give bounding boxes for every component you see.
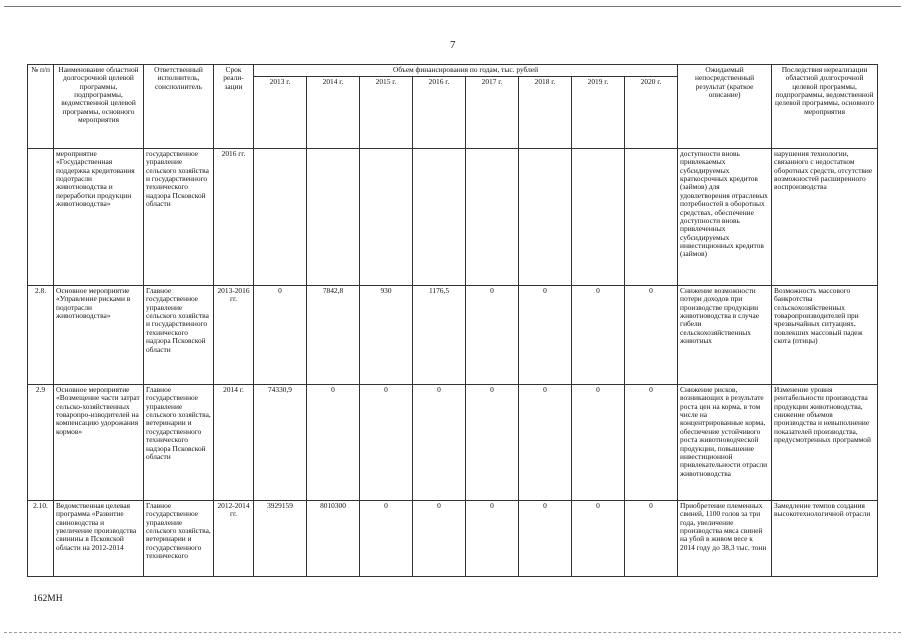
row-value: 7842,8 — [307, 286, 360, 385]
row-executor: Главное государственное управление сельского хозяйства, ветеринарии и государственного технического — [144, 501, 214, 577]
header-expected-result: Ожидаемый непосредственный результат (краткое описание) — [678, 65, 772, 149]
row-value: 0 — [625, 501, 678, 577]
row-program-name: мероприятие «Государственная поддержка кредитования подотрасли животноводства и переработки продукции животноводства» — [54, 149, 144, 286]
row-value: 3929159 — [254, 501, 307, 577]
header-num: № п/п — [28, 65, 54, 149]
header-program-name: Наименование областной долгосрочной целевой программы, подпрограммы, ведомственной целевой программы, основного мероприятия — [54, 65, 144, 149]
row-expected-result: доступности вновь привлекаемых субсидируемых краткосрочных кредитов (займов) для удовлетворения отраслевых потребностей в оборотных средствах, обеспечение доступности вновь привлеченных субсидируемых инвестиционных кредитов (займов) — [678, 149, 772, 286]
row-value: 0 — [572, 385, 625, 501]
header-year: 2014 г. — [307, 77, 360, 149]
row-value: 0 — [572, 286, 625, 385]
document-code: 162МН — [33, 594, 63, 604]
row-value: 0 — [413, 385, 466, 501]
header-year: 2017 г. — [466, 77, 519, 149]
table-row — [28, 501, 878, 577]
row-executor: государственное управление сельского хозяйства и государственного технического надзора Псковской области — [144, 149, 214, 286]
header-consequences: Последствия нереализации областной долгосрочной целевой программы, подпрограммы, ведомственной целевой программы, основного мероприятия — [772, 65, 878, 149]
row-value: 8010300 — [307, 501, 360, 577]
row-value — [360, 149, 413, 286]
row-consequences: Возможность массового банкротства сельскохозяйственных товаропроизводителей при чрезвычайных ситуациях, повлекших массовый падеж скота (птицы) — [772, 286, 878, 385]
row-value: 0 — [360, 385, 413, 501]
row-value: 1176,5 — [413, 286, 466, 385]
row-num — [28, 149, 54, 286]
row-value — [519, 149, 572, 286]
row-num: 2.9 — [28, 385, 54, 501]
financing-table — [27, 64, 878, 577]
row-value — [466, 149, 519, 286]
header-year: 2015 г. — [360, 77, 413, 149]
row-value: 0 — [519, 385, 572, 501]
row-period: 2014 г. — [214, 385, 254, 501]
row-value: 0 — [466, 286, 519, 385]
top-scan-border — [4, 6, 901, 7]
row-value: 0 — [413, 501, 466, 577]
row-value: 930 — [360, 286, 413, 385]
row-expected-result: Снижение рисков, возникающих в результате роста цен на корма, в том числе на концентрированные корма, обеспечение устойчивого роста животноводческой продукции, повышение инвестиционной привлекательности отрасли животноводства — [678, 385, 772, 501]
row-value: 0 — [519, 286, 572, 385]
row-period: 2016 гг. — [214, 149, 254, 286]
row-program-name: Основное мероприятие «Возмещение части затрат сельско-хозяйственных товаропро-изводителей на компенсацию удорожания кормов» — [54, 385, 144, 501]
header-year: 2019 г. — [572, 77, 625, 149]
row-expected-result: Снижение возможности потери доходов при производстве продукции животноводства в случае гибели сельскохозяйственных животных — [678, 286, 772, 385]
header-year: 2013 г. — [254, 77, 307, 149]
table-row — [28, 385, 878, 501]
row-program-name: Основное мероприятие «Управление рисками в подотрасли животноводства» — [54, 286, 144, 385]
header-financing: Объем финансирования по годам, тыс. рублей — [254, 65, 678, 77]
row-expected-result: Приобретение племенных свиней, 1100 голов за три года, увеличение производства мяса свиней на убой в живом весе к 2014 году до 38,3 тыс. тонн — [678, 501, 772, 577]
row-value: 0 — [254, 286, 307, 385]
row-value — [572, 149, 625, 286]
page-number: 7 — [450, 39, 456, 51]
row-value: 0 — [572, 501, 625, 577]
row-value: 0 — [466, 501, 519, 577]
row-value — [413, 149, 466, 286]
row-period: 2013-2016 гг. — [214, 286, 254, 385]
row-value: 0 — [625, 385, 678, 501]
row-value: 0 — [307, 385, 360, 501]
row-value — [625, 149, 678, 286]
row-executor: Главное государственное управление сельского хозяйства и государственного технического надзора Псковской области — [144, 286, 214, 385]
row-value: 0 — [519, 501, 572, 577]
row-consequences: Изменение уровня рентабельности производства продукции животноводства, снижение объемов производства и невыполнение показателей производства, предусмотренных программой — [772, 385, 878, 501]
header-period: Срок реали-зации — [214, 65, 254, 149]
header-executor: Ответственный исполнитель, соисполнитель — [144, 65, 214, 149]
row-value: 0 — [466, 385, 519, 501]
row-consequences: Замедление темпов создания высокотехнологичной отрасли — [772, 501, 878, 577]
row-value — [254, 149, 307, 286]
row-num: 2.8. — [28, 286, 54, 385]
header-year: 2020 г. — [625, 77, 678, 149]
row-value: 74330,9 — [254, 385, 307, 501]
header-year: 2018 г. — [519, 77, 572, 149]
row-value: 0 — [360, 501, 413, 577]
table-row — [28, 286, 878, 385]
row-consequences: нарушения технологии, связанного с недостатком оборотных средств, отсутствие возможностей расширенного воспроизводства — [772, 149, 878, 286]
row-num: 2.10. — [28, 501, 54, 577]
row-value: 0 — [625, 286, 678, 385]
row-period: 2012-2014 гг. — [214, 501, 254, 577]
row-executor: Главное государственное управление сельского хозяйства, ветеринарии и государственного технического надзора Псковской области — [144, 385, 214, 501]
row-program-name: Ведомственная целевая программа «Развитие свиноводства и увеличение производства свинины в Псковской области на 2012-2014 — [54, 501, 144, 577]
bottom-scan-border — [4, 632, 901, 633]
row-value — [307, 149, 360, 286]
table-row — [28, 149, 878, 286]
header-year: 2016 г. — [413, 77, 466, 149]
